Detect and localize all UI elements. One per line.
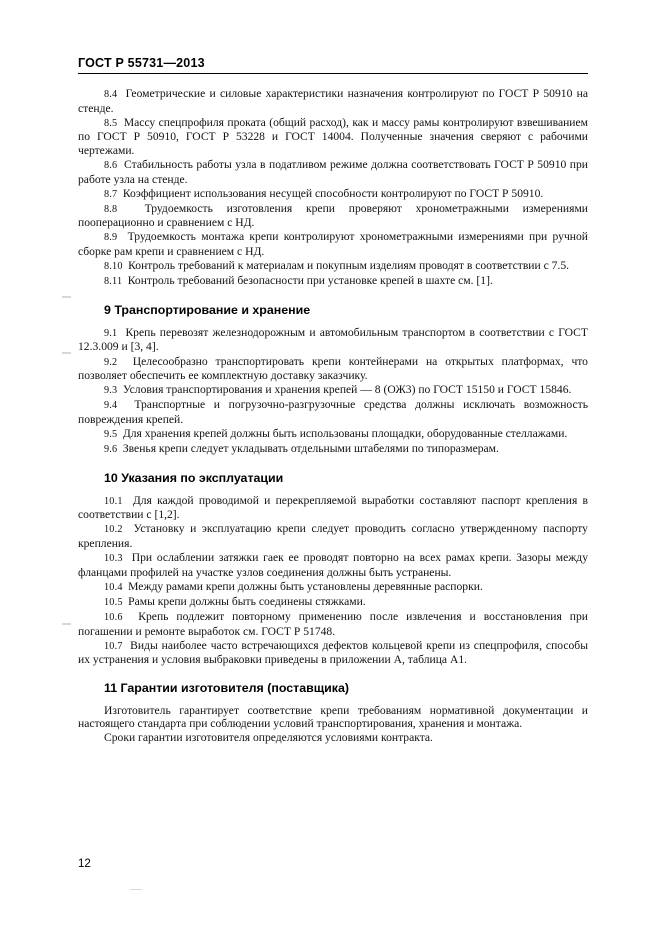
scan-artifact xyxy=(130,889,142,890)
margin-mark xyxy=(62,623,71,625)
clause-text: Крепь перевозят железнодорожным и автомобильным транспортом в соответствии с ГОСТ 12.3.009 и [3, 4]. xyxy=(78,325,588,354)
paragraph xyxy=(78,398,588,426)
clause-number: 8.8 xyxy=(104,203,118,215)
paragraph xyxy=(78,731,588,745)
paragraph xyxy=(78,187,588,202)
clause-8-paragraphs xyxy=(78,87,588,289)
clause-text: Геометрические и силовые характеристики назначения контролируют по ГОСТ Р 50910 на стенде. xyxy=(78,87,588,115)
clause-number: 9.5 xyxy=(104,428,118,440)
clause-text: Транспортные и погрузочно-разгрузочные средства должны исключать возможность повреждения крепей. xyxy=(78,398,588,426)
paragraph xyxy=(78,442,588,457)
clause-text: Рамы крепи должны быть соединены стяжками. xyxy=(128,594,366,608)
clause-text: Условия транспортирования и хранения крепей — 8 (ОЖ3) по ГОСТ 15150 и ГОСТ 15846. xyxy=(122,383,572,397)
clause-text: Для каждой проводимой и перекрепляемой выработки составляют паспорт крепления в соответствии с [1,2]. xyxy=(78,493,588,522)
paragraph xyxy=(78,494,588,522)
header-rule xyxy=(78,73,588,74)
clause-text: Коэффициент использования несущей способности контролируют по ГОСТ Р 50910. xyxy=(122,186,544,200)
clause-text: При ослаблении затяжки гаек ее проводят повторно на всех рамах крепи. Зазоры между фланцами профилей на участке узлов соединения должны быть устранены. xyxy=(78,551,588,579)
paragraph xyxy=(78,580,588,595)
paragraph xyxy=(78,259,588,274)
section-heading-11: 11 Гарантии изготовителя (поставщика) xyxy=(104,680,349,695)
clause-10-paragraphs xyxy=(78,494,588,667)
paragraph xyxy=(78,158,588,186)
clause-text: Контроль требований к материалам и покупным изделиям проводят в соответствии с 7.5. xyxy=(128,259,570,273)
clause-number: 10.6 xyxy=(104,611,123,623)
clause-text: Между рамами крепи должны быть установлены деревянные распорки. xyxy=(128,579,483,593)
clause-number: 10.1 xyxy=(104,495,123,507)
paragraph xyxy=(78,522,588,550)
clause-number: 9.1 xyxy=(104,327,118,339)
clause-text: Для хранения крепей должны быть использованы площадки, оборудованные стеллажами. xyxy=(122,426,568,440)
clause-number: 8.4 xyxy=(104,89,118,100)
clause-number: 9.3 xyxy=(104,385,118,397)
paragraph xyxy=(78,230,588,258)
clause-text: Виды наиболее часто встречающихся дефектов кольцевой крепи из спецпрофиля, способы их устранения и условия выбраковки приведены в приложении А, таблица А1. xyxy=(78,638,588,667)
clause-number: 8.5 xyxy=(104,117,118,129)
clause-text: Трудоемкость изготовления крепи проверяют хронометражными измерениями пооперационно и сравнением с НД. xyxy=(78,201,589,230)
paragraph xyxy=(78,116,588,158)
clause-number: 10.2 xyxy=(104,524,123,536)
clause-text: Контроль требований безопасности при установке крепей в шахте см. [1]. xyxy=(127,274,493,288)
document-standard-header: ГОСТ Р 55731—2013 xyxy=(78,56,205,70)
clause-number: 10.3 xyxy=(104,553,123,565)
page-number: 12 xyxy=(78,858,91,870)
clause-text: Крепь подлежит повторному применению после извлечения и восстановления при погашении и ремонте выработок см. ГОСТ Р 51748. xyxy=(78,609,588,638)
paragraph xyxy=(78,326,588,354)
paragraph xyxy=(78,355,588,383)
clause-number: 10.4 xyxy=(104,581,123,593)
clause-number: 10.5 xyxy=(104,596,123,608)
clause-number: 8.10 xyxy=(104,261,123,273)
clause-number: 9.4 xyxy=(104,400,118,412)
clause-9-paragraphs xyxy=(78,326,588,457)
paragraph xyxy=(78,704,588,731)
clause-text: Стабильность работы узла в податливом режиме должна соответствовать ГОСТ Р 50910 при работе узла на стенде. xyxy=(78,157,588,186)
clause-number: 8.6 xyxy=(104,159,118,171)
clause-text: Сроки гарантии изготовителя определяются условиями контракта. xyxy=(104,731,433,745)
paragraph xyxy=(78,610,588,638)
paragraph xyxy=(78,551,588,579)
paragraph xyxy=(78,383,588,398)
clause-number: 8.11 xyxy=(104,276,123,288)
clause-number: 8.7 xyxy=(104,188,118,200)
paragraph xyxy=(78,595,588,610)
clause-text: Целесообразно транспортировать крепи контейнерами на открытых платформах, что позволяет обеспечить ее комплектную доставку заказчику. xyxy=(78,354,588,383)
paragraph xyxy=(78,87,588,115)
clause-text: Трудоемкость монтажа крепи контролируют хронометражными измерениями при ручной сборке рам крепи и сравнением с НД. xyxy=(78,230,588,259)
clause-number: 10.7 xyxy=(104,640,123,652)
clause-11-paragraphs xyxy=(78,704,588,745)
section-heading-10: 10 Указания по эксплуатации xyxy=(104,470,284,485)
paragraph xyxy=(78,427,588,442)
clause-number: 8.9 xyxy=(104,232,118,244)
clause-text: Звенья крепи следует укладывать отдельными штабелями по типоразмерам. xyxy=(122,442,499,456)
clause-text: Установку и эксплуатацию крепи следует проводить согласно утвержденному паспорту крепления. xyxy=(78,522,588,550)
paragraph xyxy=(78,639,588,667)
clause-text: Изготовитель гарантирует соответствие крепи требованиям нормативной документации и настоящего стандарта при соблюдении условий транспортирования, хранения и монтажа. xyxy=(78,703,588,731)
clause-number: 9.6 xyxy=(104,444,118,456)
margin-mark xyxy=(62,296,71,298)
page-content xyxy=(78,56,588,746)
margin-mark xyxy=(62,352,71,354)
clause-text: Массу спецпрофиля проката (общий расход), как и массу рамы контролируют взвешиванием по ГОСТ Р 50910, ГОСТ Р 53228 и ГОСТ 14004. Полученные значения сверяют с рабочими чертежами. xyxy=(78,115,588,157)
paragraph xyxy=(78,274,588,289)
paragraph xyxy=(78,202,588,230)
section-heading-9: 9 Транспортирование и хранение xyxy=(104,302,311,317)
clause-number: 9.2 xyxy=(104,356,118,368)
